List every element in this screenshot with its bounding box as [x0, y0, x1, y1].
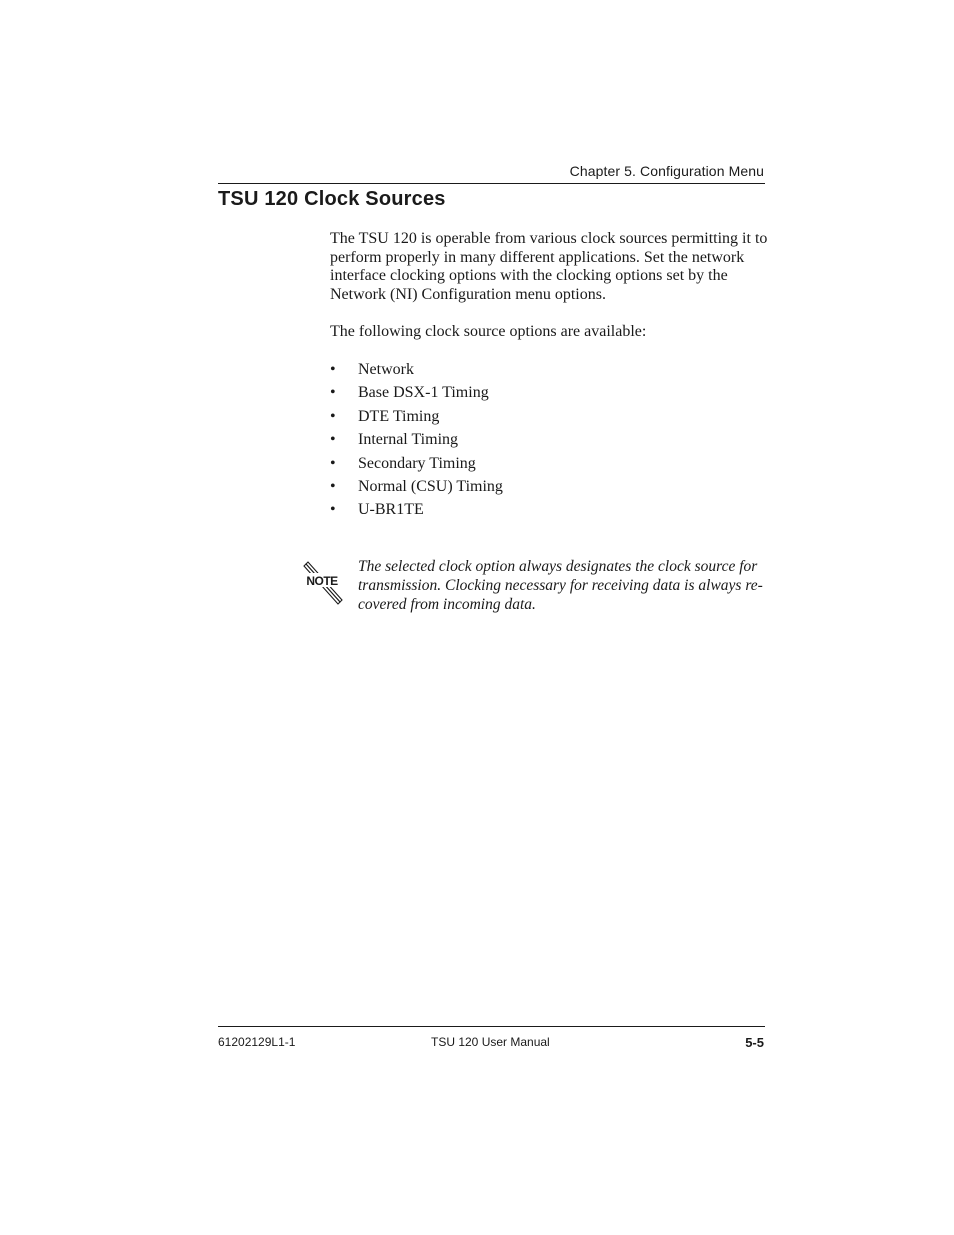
list-item-label: Internal Timing	[358, 431, 459, 449]
note-icon	[300, 560, 346, 606]
list-item-label: Network	[358, 361, 414, 378]
footer-divider	[218, 1026, 765, 1027]
list-item	[330, 407, 503, 430]
document-number: 61202129L1-1	[218, 1035, 296, 1049]
intro-paragraph: The TSU 120 is operable from various clock sources permitting it to perform properly in many different applications. Set the network interface clocking options with the clocking options set by the Network (NI) Configuration menu options.	[330, 230, 768, 304]
bullet-icon: •	[330, 431, 336, 449]
options-lead-paragraph: The following clock source options are available:	[330, 323, 647, 340]
list-item-label: Secondary Timing	[358, 454, 476, 472]
chapter-header: Chapter 5. Configuration Menu	[569, 163, 764, 179]
list-item-label: Normal (CSU) Timing	[358, 477, 503, 495]
bullet-icon: •	[330, 384, 336, 402]
list-item	[330, 383, 503, 406]
clock-source-list	[330, 360, 503, 524]
list-item-label: U-BR1TE	[358, 501, 424, 519]
header-divider	[218, 183, 765, 184]
list-item	[330, 454, 503, 477]
list-item-label: DTE Timing	[358, 407, 440, 425]
list-item	[330, 500, 503, 523]
list-item-label: Base DSX-1 Timing	[358, 384, 489, 402]
bullet-icon: •	[330, 501, 336, 519]
bullet-icon: •	[330, 454, 336, 472]
list-item	[330, 477, 503, 500]
bullet-icon: •	[330, 477, 336, 495]
note-text: The selected clock option always designates the clock source for transmission. Clocking necessary for receiving data is always re-covered from incoming data.	[358, 558, 763, 613]
note-icon-label: NOTE	[306, 574, 338, 588]
manual-title: TSU 120 User Manual	[431, 1035, 550, 1049]
page-number: 5-5	[745, 1035, 764, 1050]
list-item	[330, 430, 503, 453]
list-item	[330, 360, 503, 383]
bullet-icon: •	[330, 407, 336, 425]
bullet-icon: •	[330, 361, 336, 378]
section-title: TSU 120 Clock Sources	[218, 188, 446, 210]
